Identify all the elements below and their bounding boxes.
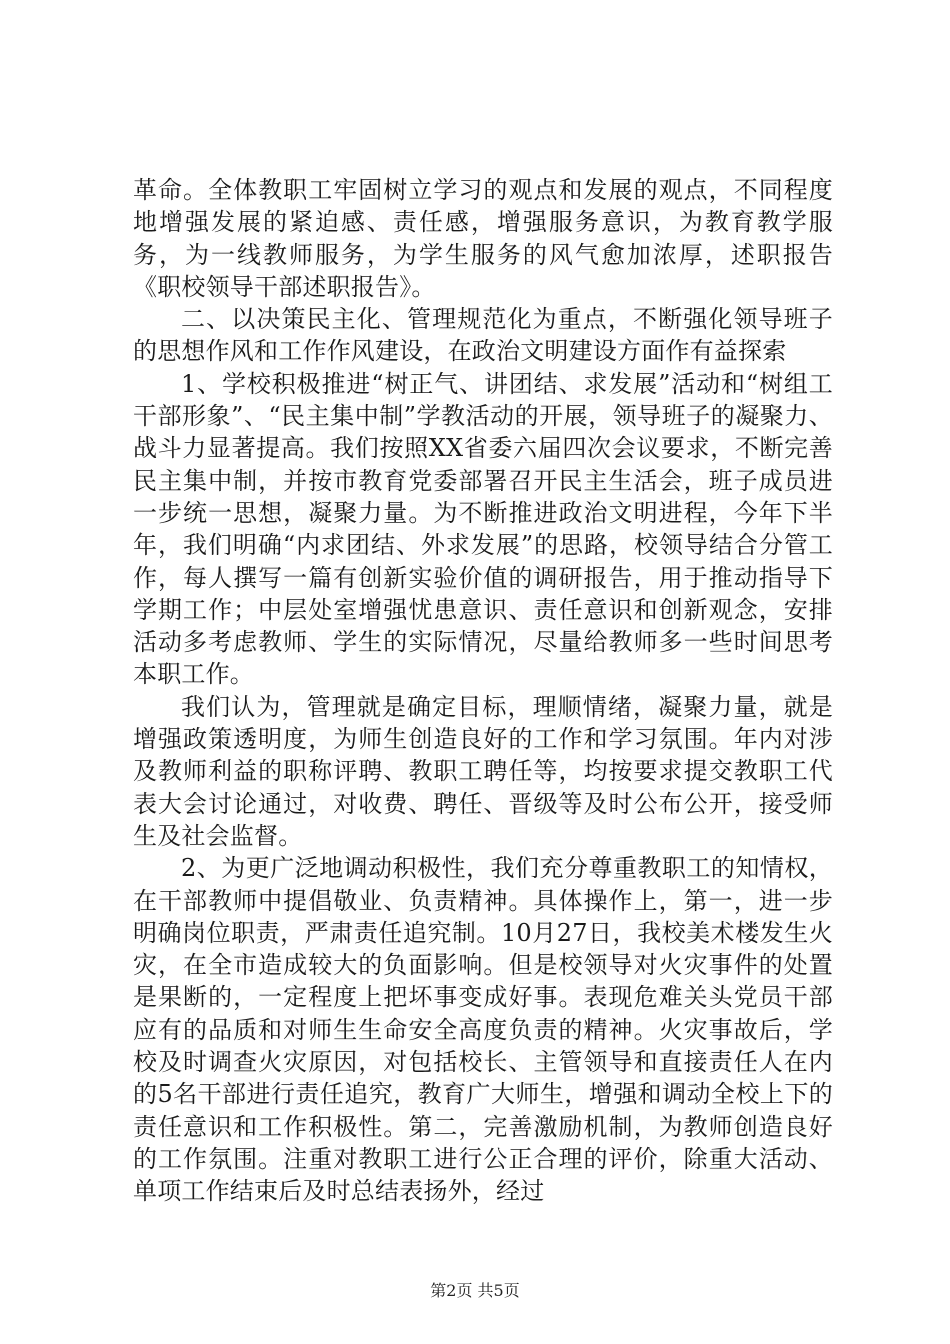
paragraph-item-one: 1、学校积极推进“树正气、讲团结、求发展”活动和“树组工干部形象”、“民主集中制”学教活动的开展，领导班子的凝聚力、战斗力显著提高。我们按照XX省委六届四次会议要求，不断完善民主集中制，并按市教育党委部署召开民主生活会，班子成员进一步统一思想，凝聚力量。为不断推进政治文明进程，今年下半年，我们明确“内求团结、外求发展”的思路，校领导结合分管工作，每人撰写一篇有创新实验价值的调研报告，用于推动指导下学期工作；中层处室增强忧患意识、责任意识和创新观念，安排活动多考虑教师、学生的实际情况，尽量给教师多一些时间思考本职工作。: [133, 369, 833, 689]
section-heading-two: 二、以决策民主化、管理规范化为重点，不断强化领导班子的思想作风和工作作风建设，在政治文明建设方面作有益探索: [133, 305, 833, 366]
paragraph-item-two: 2、为更广泛地调动积极性，我们充分尊重教职工的知情权，在干部教师中提倡敬业、负责精神。具体操作上，第一，进一步明确岗位职责，严肃责任追究制。10月27日，我校美术楼发生火灾，在全市造成较大的负面影响。但是校领导对火灾事件的处置是果断的，一定程度上把坏事变成好事。表现危难关头党员干部应有的品质和对师生生命安全高度负责的精神。火灾事故后，学校及时调查火灾原因，对包括校长、主管领导和直接责任人在内的5名干部进行责任追究，教育广大师生，增强和调动全校上下的责任意识和工作积极性。第二，完善激励机制，为教师创造良好的工作氛围。注重对教职工进行公正合理的评价，除重大活动、单项工作结束后及时总结表扬外，经过: [133, 854, 833, 1206]
page-footer: 第2页 共5页: [430, 1281, 520, 1300]
paragraph-management: 我们认为，管理就是确定目标，理顺情绪，凝聚力量，就是增强政策透明度，为师生创造良好的工作和学习氛围。年内对涉及教师利益的职称评聘、教职工聘任等，均按要求提交教职工代表大会讨论通过，对收费、聘任、晋级等及时公布公开，接受师生及社会监督。: [133, 692, 833, 850]
document-body: [133, 174, 833, 1208]
paragraph-continuation: 革命。全体教职工牢固树立学习的观点和发展的观点，不同程度地增强发展的紧迫感、责任感，增强服务意识，为教育教学服务，为一线教师服务，为学生服务的风气愈加浓厚，述职报告《职校领导干部述职报告》。: [133, 176, 833, 301]
